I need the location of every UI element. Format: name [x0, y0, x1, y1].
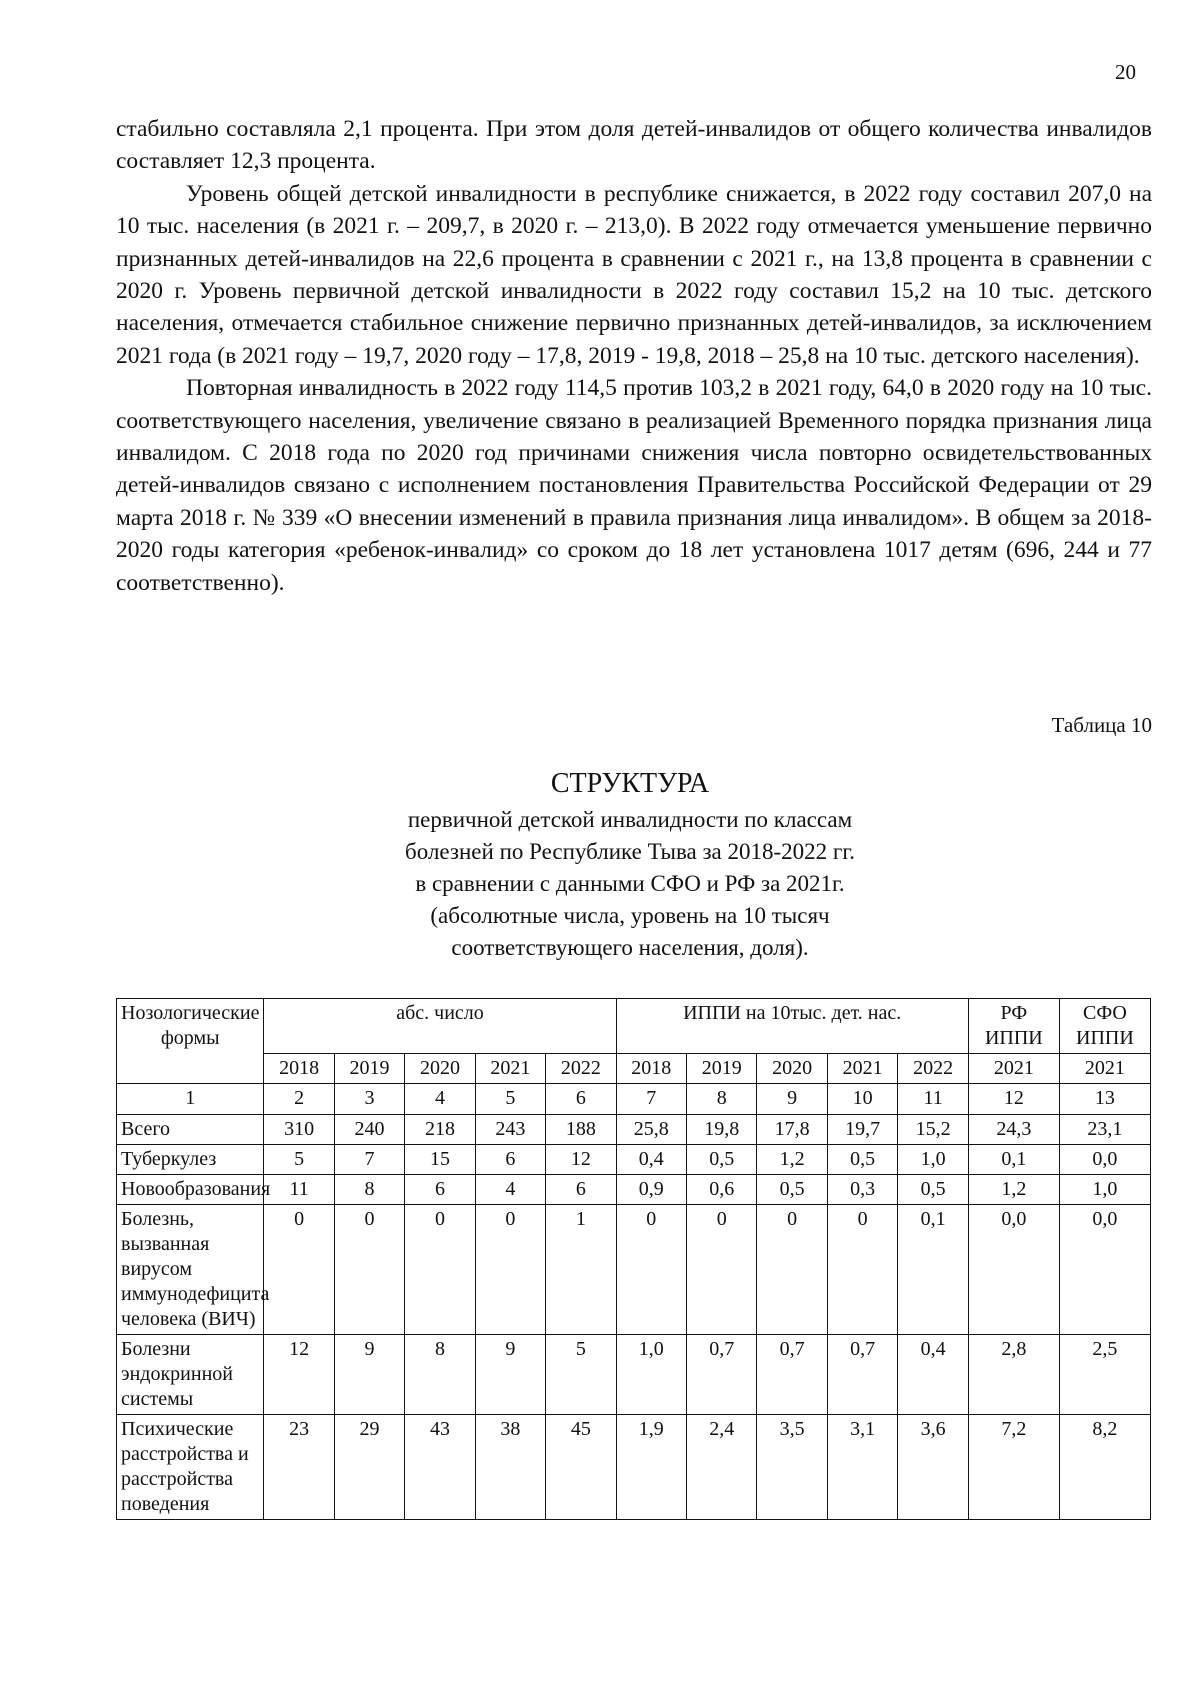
- table-cell: 0,0: [968, 1205, 1059, 1335]
- column-number: 12: [968, 1084, 1059, 1115]
- table-cell: 1,9: [616, 1415, 686, 1520]
- table-label: Таблица 10: [1051, 713, 1152, 737]
- header-year: 2021: [968, 1054, 1059, 1084]
- row-label: Всего: [117, 1115, 264, 1145]
- table-row: [117, 1175, 1151, 1205]
- table-cell: 23,1: [1059, 1115, 1150, 1145]
- table-cell: 43: [405, 1415, 475, 1520]
- table-cell: 15,2: [898, 1115, 968, 1145]
- table-cell: 0,4: [616, 1145, 686, 1175]
- table-cell: 0: [334, 1205, 404, 1335]
- table-cell: 1: [546, 1205, 616, 1335]
- header-nosology: Нозологические формы: [117, 999, 264, 1084]
- table-cell: 0: [687, 1205, 757, 1335]
- table-cell: 0,1: [898, 1205, 968, 1335]
- table-cell: 0: [405, 1205, 475, 1335]
- header-year: 2022: [898, 1054, 968, 1084]
- table-cell: 188: [546, 1115, 616, 1145]
- row-label: Новообразования: [117, 1175, 264, 1205]
- table-cell: 25,8: [616, 1115, 686, 1145]
- table-title-line: в сравнении с данными СФО и РФ за 2021г.: [415, 871, 845, 896]
- column-number: 6: [546, 1084, 616, 1115]
- table-cell: 3,1: [827, 1415, 897, 1520]
- table-cell: 0: [616, 1205, 686, 1335]
- row-label: Туберкулез: [117, 1145, 264, 1175]
- column-number: 1: [117, 1084, 264, 1115]
- column-number: 13: [1059, 1084, 1150, 1115]
- table-cell: 2,4: [687, 1415, 757, 1520]
- table-cell: 4: [475, 1175, 545, 1205]
- header-row: [117, 999, 1151, 1054]
- column-number-row: [117, 1084, 1151, 1115]
- table-cell: 12: [264, 1335, 334, 1415]
- table-cell: 3,5: [757, 1415, 827, 1520]
- table-cell: 6: [405, 1175, 475, 1205]
- header-year: 2021: [827, 1054, 897, 1084]
- table-cell: 0,0: [1059, 1145, 1150, 1175]
- row-label: Болезни эндокринной системы: [117, 1335, 264, 1415]
- table-cell: 9: [475, 1335, 545, 1415]
- table-cell: 0,5: [687, 1145, 757, 1175]
- header-year: 2019: [334, 1054, 404, 1084]
- table-title-main: СТРУКТУРА: [550, 768, 710, 799]
- table-title: [300, 764, 960, 964]
- table-cell: 1,2: [968, 1175, 1059, 1205]
- table-cell: 1,0: [1059, 1175, 1150, 1205]
- column-number: 2: [264, 1084, 334, 1115]
- table-cell: 5: [546, 1335, 616, 1415]
- table-cell: 243: [475, 1115, 545, 1145]
- column-number: 11: [898, 1084, 968, 1115]
- table-cell: 23: [264, 1415, 334, 1520]
- column-number: 7: [616, 1084, 686, 1115]
- table-row: [117, 1145, 1151, 1175]
- table-cell: 1,0: [616, 1335, 686, 1415]
- table-cell: 0,7: [687, 1335, 757, 1415]
- column-number: 3: [334, 1084, 404, 1115]
- header-abs-group: абс. число: [264, 999, 616, 1054]
- table-cell: 7: [334, 1145, 404, 1175]
- table-row: [117, 1115, 1151, 1145]
- table-cell: 11: [264, 1175, 334, 1205]
- table-cell: 0,1: [968, 1145, 1059, 1175]
- table-cell: 0,5: [827, 1145, 897, 1175]
- table-cell: 17,8: [757, 1115, 827, 1145]
- header-year: 2020: [405, 1054, 475, 1084]
- disability-structure-table: [116, 998, 1151, 1520]
- header-year: 2021: [475, 1054, 545, 1084]
- table-cell: 5: [264, 1145, 334, 1175]
- table-cell: 1,0: [898, 1145, 968, 1175]
- header-sfo: СФО ИППИ: [1059, 999, 1150, 1054]
- table-cell: 8,2: [1059, 1415, 1150, 1520]
- table-cell: 15: [405, 1145, 475, 1175]
- table-cell: 0: [757, 1205, 827, 1335]
- table-cell: 6: [475, 1145, 545, 1175]
- column-number: 9: [757, 1084, 827, 1115]
- table-title-line: соответствующего населения, доля).: [451, 935, 809, 960]
- header-year: 2018: [264, 1054, 334, 1084]
- table-cell: 218: [405, 1115, 475, 1145]
- table-cell: 8: [405, 1335, 475, 1415]
- paragraph-1: стабильно составляла 2,1 процента. При этом доля детей-инвалидов от общего количества инвалидов составляет 12,3 процента.: [116, 116, 1152, 175]
- table-cell: 0: [264, 1205, 334, 1335]
- table-cell: 1,2: [757, 1145, 827, 1175]
- header-ippi-group: ИППИ на 10тыс. дет. нас.: [616, 999, 968, 1054]
- header-year: 2020: [757, 1054, 827, 1084]
- table-cell: 0: [827, 1205, 897, 1335]
- table-title-line: болезней по Республике Тыва за 2018-2022 гг.: [405, 839, 855, 864]
- table-cell: 8: [334, 1175, 404, 1205]
- body-text: [116, 113, 1152, 599]
- column-number: 10: [827, 1084, 897, 1115]
- paragraph-3: Повторная инвалидность в 2022 году 114,5 против 103,2 в 2021 году, 64,0 в 2020 году на 10 тыс. соответствующего населения, увеличение связано в реализацией Временного порядка признания лица инвалидом. С 2018 года по 2020 год причинами снижения числа повторно освидетельствованных детей-инвалидов связано с исполнением постановления Правительства Российской Федерации от 29 марта 2018 г. № 339 «О внесении изменений в правила признания лица инвалидом». В общем за 2018-2020 годы категория «ребенок-инвалид» со сроком до 18 лет установлена 1017 детям (696, 244 и 77 соответственно).: [116, 375, 1152, 596]
- table-cell: 2,5: [1059, 1335, 1150, 1415]
- table-cell: 38: [475, 1415, 545, 1520]
- row-label: Болезнь, вызванная вирусом иммунодефицита человека (ВИЧ): [117, 1205, 264, 1335]
- table-cell: 310: [264, 1115, 334, 1145]
- paragraph-2: Уровень общей детской инвалидности в республике снижается, в 2022 году составил 207,0 на 10 тыс. населения (в 2021 г. – 209,7, в 2020 г. – 213,0). В 2022 году отмечается уменьшение первично признанных детей-инвалидов на 22,6 процента в сравнении с 2021 г., на 13,8 процента в сравнении с 2020 г. Уровень первичной детской инвалидности в 2022 году составил 15,2 на 10 тыс. детского населения, отмечается стабильное снижение первично признанных детей-инвалидов, за исключением 2021 года (в 2021 году – 19,7, 2020 году – 17,8, 2019 - 19,8, 2018 – 25,8 на 10 тыс. детского населения).: [116, 180, 1152, 369]
- table-row: [117, 1205, 1151, 1335]
- table-cell: 29: [334, 1415, 404, 1520]
- table-cell: 45: [546, 1415, 616, 1520]
- table-cell: 0,7: [757, 1335, 827, 1415]
- table-cell: 0,7: [827, 1335, 897, 1415]
- header-year: 2018: [616, 1054, 686, 1084]
- table-cell: 6: [546, 1175, 616, 1205]
- page-number: 20: [1115, 60, 1136, 84]
- header-years-row: [117, 1054, 1151, 1084]
- table-cell: 0,6: [687, 1175, 757, 1205]
- table-title-line: (абсолютные числа, уровень на 10 тысяч: [430, 903, 830, 928]
- table-row: [117, 1415, 1151, 1520]
- table-cell: 12: [546, 1145, 616, 1175]
- table-cell: 0,5: [757, 1175, 827, 1205]
- table-cell: 19,7: [827, 1115, 897, 1145]
- table-row: [117, 1335, 1151, 1415]
- table-cell: 7,2: [968, 1415, 1059, 1520]
- table-cell: 9: [334, 1335, 404, 1415]
- table-cell: 3,6: [898, 1415, 968, 1520]
- table-cell: 24,3: [968, 1115, 1059, 1145]
- column-number: 4: [405, 1084, 475, 1115]
- header-rf: РФ ИППИ: [968, 999, 1059, 1054]
- column-number: 8: [687, 1084, 757, 1115]
- table-cell: 240: [334, 1115, 404, 1145]
- header-year: 2021: [1059, 1054, 1150, 1084]
- table-title-line: первичной детской инвалидности по классам: [407, 807, 853, 832]
- header-year: 2022: [546, 1054, 616, 1084]
- table-cell: 2,8: [968, 1335, 1059, 1415]
- row-label: Психические расстройства и расстройства поведения: [117, 1415, 264, 1520]
- table-cell: 0,3: [827, 1175, 897, 1205]
- table-cell: 19,8: [687, 1115, 757, 1145]
- table-cell: 0,0: [1059, 1205, 1150, 1335]
- table-cell: 0,4: [898, 1335, 968, 1415]
- header-year: 2019: [687, 1054, 757, 1084]
- column-number: 5: [475, 1084, 545, 1115]
- table-cell: 0,9: [616, 1175, 686, 1205]
- table-cell: 0,5: [898, 1175, 968, 1205]
- table-cell: 0: [475, 1205, 545, 1335]
